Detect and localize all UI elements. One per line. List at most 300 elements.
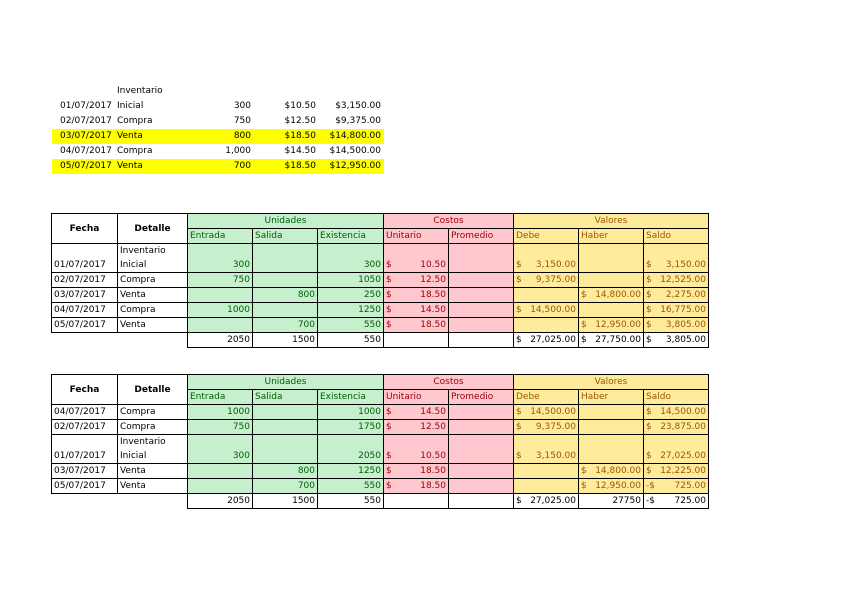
total-saldo-currency: $ (646, 335, 652, 345)
row-debe-currency: $ (516, 407, 522, 417)
table-row (52, 318, 709, 333)
header-existencia: Existencia (318, 229, 384, 244)
row-saldo-currency: $ (646, 290, 652, 300)
row-salida (253, 244, 318, 273)
header-haber: Haber (579, 390, 644, 405)
row-haber (579, 244, 644, 273)
row-haber-currency: $ (581, 290, 587, 300)
total-haber-value: 27,750.00 (595, 335, 641, 345)
row-saldo-currency: -$ (646, 481, 655, 491)
table-row (52, 479, 709, 494)
row-unitario-wrap (386, 288, 446, 302)
header-haber: Haber (579, 229, 644, 244)
kardex-table-2 (51, 374, 709, 509)
inventory-price: $10.50 (284, 101, 316, 111)
row-unitario (384, 303, 449, 318)
row-saldo-wrap (646, 449, 706, 463)
row-unitario-value: 18.50 (420, 466, 446, 476)
row-debe-value: 14,500.00 (530, 407, 576, 417)
inventory-total: $12,950.00 (329, 161, 381, 171)
row-saldo-wrap (646, 479, 706, 493)
row-entrada (188, 288, 253, 303)
row-detail-text: Inicial (120, 260, 147, 270)
row-date: 04/07/2017 (52, 303, 118, 318)
inventory-list (52, 84, 384, 174)
row-unitario (384, 435, 449, 464)
row-entrada (188, 479, 253, 494)
row-unitario-currency: $ (386, 305, 392, 315)
inventory-total: $14,800.00 (329, 131, 381, 141)
row-debe (514, 420, 579, 435)
row-existencia: 1250 (318, 464, 384, 479)
inventory-detail: Compra (117, 116, 153, 126)
row-saldo (644, 273, 709, 288)
row-saldo-value: 725.00 (674, 481, 706, 491)
row-haber-value: 12,950.00 (595, 320, 641, 330)
header-valores: Valores (514, 214, 709, 229)
inventory-qty: 1,000 (225, 146, 251, 156)
row-date: 01/07/2017 (52, 435, 118, 464)
row-haber-wrap (581, 288, 641, 302)
row-unitario-currency: $ (386, 260, 392, 270)
header-row-groups (52, 214, 709, 229)
row-debe-value: 9,375.00 (535, 275, 576, 285)
row-haber-value: 14,800.00 (595, 466, 641, 476)
row-promedio (449, 318, 514, 333)
row-unitario-value: 10.50 (420, 260, 446, 270)
row-haber (579, 318, 644, 333)
inventory-date: 03/07/2017 (60, 131, 112, 141)
table-row (52, 420, 709, 435)
row-unitario-wrap (386, 449, 446, 463)
row-unitario-wrap (386, 479, 446, 493)
row-date: 02/07/2017 (52, 420, 118, 435)
row-haber-currency: $ (581, 481, 587, 491)
row-entrada: 750 (188, 420, 253, 435)
row-saldo (644, 303, 709, 318)
header-existencia: Existencia (318, 390, 384, 405)
row-saldo-value: 14,500.00 (660, 407, 706, 417)
row-promedio (449, 288, 514, 303)
row-salida (253, 420, 318, 435)
header-entrada: Entrada (188, 390, 253, 405)
row-debe (514, 464, 579, 479)
header-costos: Costos (384, 214, 514, 229)
row-unitario-wrap (386, 464, 446, 478)
total-saldo-wrap (646, 333, 706, 347)
row-unitario-value: 18.50 (420, 320, 446, 330)
totals-spacer-date (52, 494, 118, 509)
row-debe-currency: $ (516, 305, 522, 315)
header-entrada: Entrada (188, 229, 253, 244)
total-saldo (644, 494, 709, 509)
inventory-list-row (52, 159, 384, 174)
row-saldo-currency: $ (646, 466, 652, 476)
row-haber (579, 273, 644, 288)
total-haber-currency: $ (581, 335, 587, 345)
row-unitario-currency: $ (386, 466, 392, 476)
header-unidades: Unidades (188, 214, 384, 229)
row-entrada: 300 (188, 435, 253, 464)
inventory-price: $18.50 (284, 131, 316, 141)
row-unitario-currency: $ (386, 451, 392, 461)
row-saldo-wrap (646, 405, 706, 419)
row-debe-currency: $ (516, 422, 522, 432)
row-salida (253, 435, 318, 464)
row-unitario-currency: $ (386, 407, 392, 417)
inventory-total: $3,150.00 (335, 101, 381, 111)
total-debe-currency: $ (516, 496, 522, 506)
row-promedio (449, 273, 514, 288)
row-entrada (188, 464, 253, 479)
total-saldo-currency: -$ (646, 496, 655, 506)
row-unitario (384, 273, 449, 288)
row-saldo-value: 27,025.00 (660, 451, 706, 461)
row-debe-value: 3,150.00 (535, 451, 576, 461)
header-unidades: Unidades (188, 375, 384, 390)
kardex-table-1 (51, 213, 709, 348)
row-saldo (644, 435, 709, 464)
header-saldo: Saldo (644, 229, 709, 244)
row-unitario-value: 10.50 (420, 451, 446, 461)
row-debe-wrap (516, 273, 576, 287)
row-debe-value: 9,375.00 (535, 422, 576, 432)
row-unitario-wrap (386, 273, 446, 287)
totals-spacer-detail (118, 333, 188, 348)
header-promedio: Promedio (449, 229, 514, 244)
row-saldo-value: 12,525.00 (660, 275, 706, 285)
row-saldo-currency: $ (646, 320, 652, 330)
row-saldo-wrap (646, 318, 706, 332)
row-debe-currency: $ (516, 260, 522, 270)
row-debe-wrap (516, 405, 576, 419)
inventory-qty: 700 (233, 161, 251, 171)
row-saldo-wrap (646, 273, 706, 287)
row-saldo (644, 318, 709, 333)
row-unitario (384, 288, 449, 303)
total-entrada: 2050 (188, 494, 253, 509)
inventory-qty: 300 (233, 101, 251, 111)
row-existencia: 1750 (318, 420, 384, 435)
row-date: 03/07/2017 (52, 288, 118, 303)
row-salida (253, 273, 318, 288)
row-unitario (384, 244, 449, 273)
table-row (52, 435, 709, 464)
table-row (52, 464, 709, 479)
row-haber (579, 420, 644, 435)
inventory-date: 01/07/2017 (60, 101, 112, 111)
totals-row (52, 494, 709, 509)
row-unitario-wrap (386, 303, 446, 317)
totals-row (52, 333, 709, 348)
row-haber-value: 14,800.00 (595, 290, 641, 300)
row-detail: Compra (118, 273, 188, 288)
row-detail: Venta (118, 464, 188, 479)
row-unitario-value: 14.50 (420, 407, 446, 417)
row-entrada: 300 (188, 244, 253, 273)
row-unitario-currency: $ (386, 481, 392, 491)
row-saldo (644, 244, 709, 273)
total-salida: 1500 (253, 494, 318, 509)
row-detail: Venta (118, 479, 188, 494)
total-debe-currency: $ (516, 335, 522, 345)
row-unitario (384, 318, 449, 333)
row-haber (579, 405, 644, 420)
row-saldo-currency: $ (646, 407, 652, 417)
row-haber (579, 479, 644, 494)
inventory-detail: Venta (117, 131, 143, 141)
row-haber-wrap (581, 464, 641, 478)
row-saldo-currency: $ (646, 275, 652, 285)
row-detail: Compra (118, 405, 188, 420)
row-unitario-value: 14.50 (420, 305, 446, 315)
row-unitario-currency: $ (386, 422, 392, 432)
row-unitario (384, 479, 449, 494)
header-valores: Valores (514, 375, 709, 390)
header-salida: Salida (253, 390, 318, 405)
inventory-list-row (52, 114, 384, 129)
row-existencia: 250 (318, 288, 384, 303)
row-entrada (188, 318, 253, 333)
row-promedio (449, 420, 514, 435)
header-salida: Salida (253, 229, 318, 244)
row-debe (514, 273, 579, 288)
inventory-list-row (52, 144, 384, 159)
inventory-list-header: Inventario (117, 86, 163, 96)
row-debe (514, 288, 579, 303)
total-promedio (449, 494, 514, 509)
inventory-list-row (52, 129, 384, 144)
total-saldo-wrap (646, 494, 706, 508)
inventory-total: $14,500.00 (329, 146, 381, 156)
row-unitario-wrap (386, 258, 446, 272)
inventory-date: 04/07/2017 (60, 146, 112, 156)
total-salida: 1500 (253, 333, 318, 348)
row-debe (514, 303, 579, 318)
row-entrada: 1000 (188, 303, 253, 318)
row-promedio (449, 405, 514, 420)
total-promedio (449, 333, 514, 348)
row-haber (579, 303, 644, 318)
row-saldo-currency: $ (646, 451, 652, 461)
row-debe-wrap (516, 420, 576, 434)
row-saldo-wrap (646, 420, 706, 434)
table-row (52, 244, 709, 273)
row-saldo-value: 23,875.00 (660, 422, 706, 432)
row-saldo-currency: $ (646, 260, 652, 270)
total-saldo-value: 725.00 (674, 496, 706, 506)
row-salida: 700 (253, 318, 318, 333)
row-debe-value: 14,500.00 (530, 305, 576, 315)
inventory-detail: Inicial (117, 101, 144, 111)
row-haber (579, 435, 644, 464)
total-haber-wrap (581, 333, 641, 347)
row-saldo (644, 479, 709, 494)
row-unitario-value: 12.50 (420, 422, 446, 432)
header-unitario: Unitario (384, 229, 449, 244)
total-unitario (384, 494, 449, 509)
row-saldo-value: 12,225.00 (660, 466, 706, 476)
row-haber (579, 464, 644, 479)
row-debe (514, 405, 579, 420)
total-debe-wrap (516, 494, 576, 508)
row-unitario-wrap (386, 405, 446, 419)
row-unitario-currency: $ (386, 320, 392, 330)
row-unitario-wrap (386, 318, 446, 332)
row-haber-wrap (581, 318, 641, 332)
header-detalle: Detalle (118, 214, 188, 244)
row-promedio (449, 435, 514, 464)
inventory-price: $12.50 (284, 116, 316, 126)
row-entrada: 750 (188, 273, 253, 288)
table-row (52, 303, 709, 318)
row-detail: Venta (118, 318, 188, 333)
total-debe-value: 27,025.00 (530, 335, 576, 345)
row-saldo-value: 16,775.00 (660, 305, 706, 315)
row-detail: Venta (118, 288, 188, 303)
row-date: 04/07/2017 (52, 405, 118, 420)
row-saldo-currency: $ (646, 422, 652, 432)
row-salida: 700 (253, 479, 318, 494)
row-existencia: 300 (318, 244, 384, 273)
header-promedio: Promedio (449, 390, 514, 405)
inventory-detail: Compra (117, 146, 153, 156)
header-costos: Costos (384, 375, 514, 390)
row-debe (514, 435, 579, 464)
row-detail: Compra (118, 420, 188, 435)
row-detail-text: Inicial (120, 451, 147, 461)
inventory-qty: 750 (233, 116, 251, 126)
inventory-price: $14.50 (284, 146, 316, 156)
total-debe (514, 333, 579, 348)
row-saldo (644, 288, 709, 303)
row-saldo-value: 2,275.00 (665, 290, 706, 300)
row-debe-currency: $ (516, 275, 522, 285)
header-debe: Debe (514, 229, 579, 244)
totals-spacer-date (52, 333, 118, 348)
inventory-list-header-row (52, 84, 384, 99)
row-date: 02/07/2017 (52, 273, 118, 288)
inventory-total: $9,375.00 (335, 116, 381, 126)
row-debe (514, 318, 579, 333)
row-saldo-value: 3,805.00 (665, 320, 706, 330)
row-saldo-wrap (646, 464, 706, 478)
row-existencia: 2050 (318, 435, 384, 464)
total-haber (579, 333, 644, 348)
row-haber-currency: $ (581, 320, 587, 330)
header-row-groups (52, 375, 709, 390)
row-saldo-wrap (646, 288, 706, 302)
total-entrada: 2050 (188, 333, 253, 348)
row-debe-wrap (516, 258, 576, 272)
row-salida: 800 (253, 464, 318, 479)
row-unitario-value: 18.50 (420, 290, 446, 300)
row-date: 03/07/2017 (52, 464, 118, 479)
row-promedio (449, 479, 514, 494)
row-saldo-value: 3,150.00 (665, 260, 706, 270)
row-detail-top: Inventario (120, 246, 166, 256)
header-fecha: Fecha (52, 214, 118, 244)
total-saldo-value: 3,805.00 (665, 335, 706, 345)
row-unitario (384, 464, 449, 479)
inventory-date: 02/07/2017 (60, 116, 112, 126)
table-row (52, 405, 709, 420)
header-saldo: Saldo (644, 390, 709, 405)
inventory-list-row (52, 99, 384, 114)
row-detail: Compra (118, 303, 188, 318)
row-debe (514, 244, 579, 273)
inventory-price: $18.50 (284, 161, 316, 171)
row-detail (118, 244, 188, 273)
row-existencia: 1050 (318, 273, 384, 288)
row-debe-currency: $ (516, 451, 522, 461)
total-saldo (644, 333, 709, 348)
table-row (52, 288, 709, 303)
row-salida (253, 303, 318, 318)
row-promedio (449, 244, 514, 273)
inventory-date: 05/07/2017 (60, 161, 112, 171)
row-salida (253, 405, 318, 420)
row-unitario (384, 420, 449, 435)
row-saldo-currency: $ (646, 305, 652, 315)
row-haber-currency: $ (581, 466, 587, 476)
row-unitario-currency: $ (386, 275, 392, 285)
row-debe-wrap (516, 449, 576, 463)
row-unitario-value: 18.50 (420, 481, 446, 491)
total-unitario (384, 333, 449, 348)
row-existencia: 1000 (318, 405, 384, 420)
header-unitario: Unitario (384, 390, 449, 405)
total-haber: 27750 (579, 494, 644, 509)
row-unitario-value: 12.50 (420, 275, 446, 285)
total-existencia: 550 (318, 333, 384, 348)
row-haber-value: 12,950.00 (595, 481, 641, 491)
row-saldo (644, 405, 709, 420)
table-row (52, 273, 709, 288)
row-debe-wrap (516, 303, 576, 317)
row-promedio (449, 303, 514, 318)
row-debe-value: 3,150.00 (535, 260, 576, 270)
header-debe: Debe (514, 390, 579, 405)
row-date: 05/07/2017 (52, 318, 118, 333)
row-saldo-wrap (646, 303, 706, 317)
total-debe-value: 27,025.00 (530, 496, 576, 506)
header-fecha: Fecha (52, 375, 118, 405)
totals-spacer-detail (118, 494, 188, 509)
row-detail-top: Inventario (120, 437, 166, 447)
header-detalle: Detalle (118, 375, 188, 405)
row-saldo (644, 420, 709, 435)
row-date: 05/07/2017 (52, 479, 118, 494)
total-existencia: 550 (318, 494, 384, 509)
row-promedio (449, 464, 514, 479)
row-entrada: 1000 (188, 405, 253, 420)
row-existencia: 550 (318, 479, 384, 494)
row-saldo (644, 464, 709, 479)
total-debe (514, 494, 579, 509)
row-unitario-currency: $ (386, 290, 392, 300)
row-saldo-wrap (646, 258, 706, 272)
row-haber-wrap (581, 479, 641, 493)
row-salida: 800 (253, 288, 318, 303)
row-haber (579, 288, 644, 303)
row-unitario (384, 405, 449, 420)
row-unitario-wrap (386, 420, 446, 434)
total-debe-wrap (516, 333, 576, 347)
inventory-qty: 800 (233, 131, 251, 141)
row-date: 01/07/2017 (52, 244, 118, 273)
row-existencia: 550 (318, 318, 384, 333)
